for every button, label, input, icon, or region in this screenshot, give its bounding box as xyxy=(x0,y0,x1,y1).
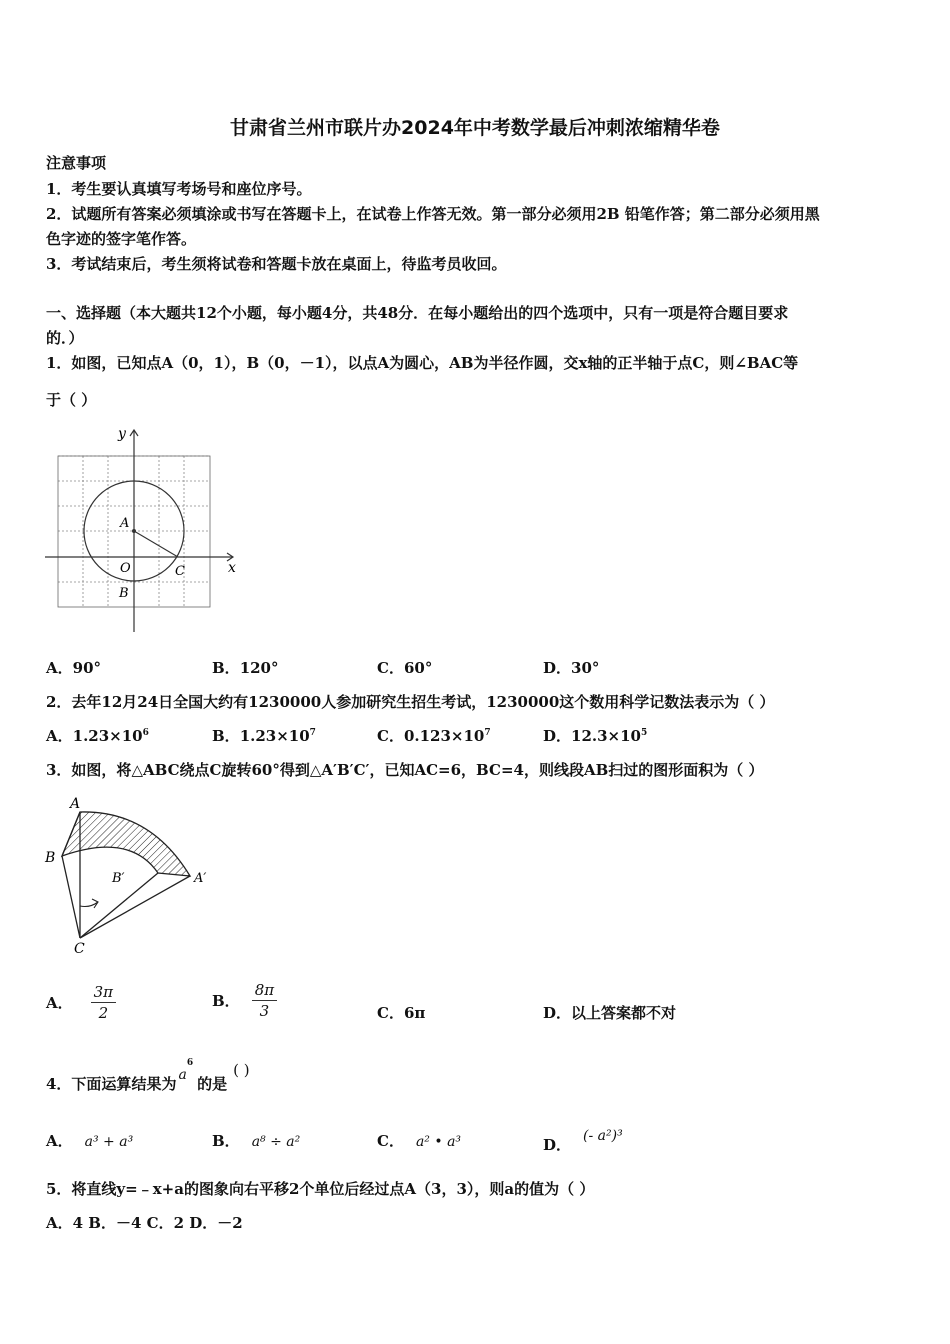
q4-option-d[interactable]: D． (- a²)³ xyxy=(543,1128,623,1154)
question-1: 1．如图，已知点A（0，1），B（0，－1），以点A为圆心，AB为半径作圆，交x轴的正半轴于点C，则∠BAC等 xyxy=(46,354,799,372)
q4-option-c[interactable]: C． a² • a³ xyxy=(377,1132,462,1150)
q1-option-c[interactable]: C．60° xyxy=(377,659,433,677)
q1-label-o: O xyxy=(120,561,131,576)
q2-option-d[interactable]: D．$12.3\times 10^5$ xyxy=(543,727,648,745)
q2-option-b[interactable]: B．$1.23\times 10^7$ xyxy=(212,727,316,745)
q4-option-a[interactable]: A． a³ + a³ xyxy=(46,1132,134,1150)
notice-item: 3．考试结束后，考生须将试卷和答题卡放在桌面上，待监考员收回。 xyxy=(46,255,507,273)
q1-label-a: A xyxy=(120,516,130,531)
question-2: 2．去年12月24日全国大约有1230000人参加研究生招生考试，1230000这个数用科学记数法表示为（ ） xyxy=(46,693,775,711)
notice-item: 1．考生要认真填写考场号和座位序号。 xyxy=(46,180,312,198)
q3-label-ap: A′ xyxy=(194,871,207,886)
question-3: 3．如图，将△ABC绕点C旋转60°得到△A′B′C′，已知AC=6，BC=4，则线段AB扫过的图形面积为（ ） xyxy=(46,761,764,779)
q1-label-y: y xyxy=(118,426,126,442)
q1-option-d[interactable]: D．30° xyxy=(543,659,600,677)
q1-figure xyxy=(40,422,245,637)
q3-label-b: B xyxy=(45,850,56,866)
q3-label-bp: B′ xyxy=(112,871,125,886)
notice-heading: 注意事项 xyxy=(46,154,107,172)
q4-option-b[interactable]: B． a⁸ ÷ a² xyxy=(212,1132,301,1150)
page-title: 甘肃省兰州市联片办2024年中考数学最后冲刺浓缩精华卷 xyxy=(230,117,720,139)
q2-option-c[interactable]: C．$0.123\times 10^7$ xyxy=(377,727,491,745)
q2-option-a[interactable]: A．$1.23\times 10^6$ xyxy=(46,727,149,745)
question-4: 4．下面运算结果为 $a^6$的是( ) xyxy=(46,1058,250,1093)
q3-option-d[interactable]: D．以上答案都不对 xyxy=(543,1004,677,1022)
q3-option-b[interactable]: B． $\frac{8\pi}{3}$ xyxy=(212,978,277,1022)
q5-options[interactable]: A．4 B．－4 C．2 D．－2 xyxy=(46,1214,243,1232)
q3-figure xyxy=(40,790,220,960)
section-heading-cont: 的．） xyxy=(46,329,84,347)
q1-option-b[interactable]: B．120° xyxy=(212,659,279,677)
question-1-cont: 于（ ） xyxy=(46,391,97,409)
q3-option-a[interactable]: A． $\frac{3\pi}{2}$ xyxy=(46,980,116,1024)
q1-label-b: B xyxy=(119,586,129,601)
question-5: 5．将直线y=﹣x+a的图象向右平移2个单位后经过点A（3，3），则a的值为（ ） xyxy=(46,1180,595,1198)
q1-option-a[interactable]: A．90° xyxy=(46,659,102,677)
q3-label-c: C xyxy=(74,941,85,957)
notice-item: 色字迹的签字笔作答。 xyxy=(46,230,197,248)
q3-option-c[interactable]: C．6π xyxy=(377,1004,426,1022)
notice-item: 2．试题所有答案必须填涂或书写在答题卡上，在试卷上作答无效。第一部分必须用2B 铅笔作答；第二部分必须用黑 xyxy=(46,205,820,223)
q1-label-x: x xyxy=(228,560,236,576)
section-heading: 一、选择题（本大题共12个小题，每小题4分，共48分．在每小题给出的四个选项中，只有一项是符合题目要求 xyxy=(46,304,789,322)
q3-label-a: A xyxy=(70,796,81,812)
q1-label-c: C xyxy=(175,564,185,579)
